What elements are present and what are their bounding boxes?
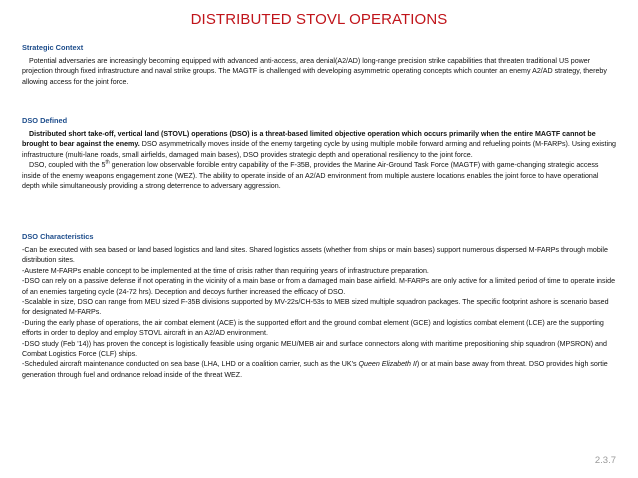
dso-definition-bold: Distributed short take-off, vertical land (STOVL) operations (DSO) is a threat-based limited objective operation which occurs primarily when the entire MAGTF cannot be brought to bear against the enemy.	[22, 130, 596, 149]
characteristic-item: -DSO study (Feb '14)) has proven the concept is logistically feasible using organic MEU/MEB air and surface connectors along with maritime prepositioning ship squadron (MPSRON) and Combat Logistics Force (CLF) ships.	[22, 339, 607, 359]
characteristic-item: -Scalable in size, DSO can range from MEU sized F-35B divisions supported by MV-22s/CH-53s to MEB sized multiple squadron packages. The specific footprint ashore is scenario based for designated M-FARPs.	[22, 298, 609, 317]
dso-p2-part-b: generation low observable forcible entry capability of the F-35B, provides the Marine Air-Ground Task Force (MAGTF) with game-changing strategic access inside of the enemy weapons engagement zone (WEZ). The ability to operate inside of an A2/AD environment from multiple austere locations enables the joint force to have operational depth while simultaneously providing a strong deterrence to adversary aggression.	[22, 161, 599, 191]
dso-defined-paragraph-1	[22, 129, 618, 160]
dso-defined-heading: DSO Defined	[22, 116, 68, 125]
characteristic-item: -Can be executed with sea based or land based logistics and land sites. Shared logistics assets (whether from ships or main bases) support numerous dispersed M-FARPs through mobile distribution sites.	[22, 246, 608, 265]
strategic-context-heading: Strategic Context	[22, 43, 84, 52]
dso-characteristics-heading: DSO Characteristics	[22, 232, 94, 241]
ordinal-superscript: th	[105, 159, 110, 166]
last-item-part-a: -Scheduled aircraft maintenance conducted on sea base (LHA, LHD or a coalition carrier, such as the UK's	[22, 360, 359, 369]
ship-name-italic: Queen Elizabeth II	[358, 360, 417, 369]
characteristic-item: -During the early phase of operations, the air combat element (ACE) is the supported effort and the ground combat element (GCE) and logistics combat element (LCE) are the supporting efforts in order to deploy and employ STOVL aircraft in an A2/AD environment.	[22, 318, 604, 338]
characteristic-item-last	[22, 359, 618, 380]
dso-characteristics-section	[22, 232, 618, 380]
page-number: 2.3.7	[594, 455, 616, 466]
page-title: DISTRIBUTED STOVL OPERATIONS	[190, 11, 448, 28]
characteristic-item: -DSO can rely on a passive defense if not operating in the vicinity of a main base or from a damaged main base airfield. M-FARPs are only active for a limited period of time to operate inside of an enemies targeting cycle (24-72 hrs). Deception and decoys further increased the efficacy of DSO.	[22, 277, 616, 296]
dso-definition-rest: DSO asymmetrically moves inside of the enemy targeting cycle by using multiple mobile forward arming and refueling points (M-FARPs). Using existing infrastructure (multi-lane roads, small airfields, damaged main bases), DSO provides strategic depth and operational resiliency to the joint force.	[22, 140, 616, 159]
last-item-part-b: ) or at main base away from threat. DSO provides high sortie generation through fuel and ordnance reload inside of the threat WEZ.	[22, 360, 608, 379]
dso-p2-part-a: DSO, coupled with the 5	[29, 161, 106, 170]
characteristic-item: -Austere M-FARPs enable concept to be implemented at the time of crisis rather than requiring years of infrastructure preparation.	[22, 266, 429, 275]
strategic-context-section	[22, 43, 618, 87]
strategic-context-body: Potential adversaries are increasingly becoming equipped with advanced anti-access, area denial(A2/AD) long-range precision strike capabilities that threaten traditional US power projection through fixed infrastructure and naval strike groups. The MAGTF is challenged with developing asymmetric operating concepts which counter an enemy A2/AD strategy, thereby allowing access for the joint force.	[22, 57, 607, 86]
dso-defined-paragraph-2	[22, 160, 618, 191]
dso-defined-section	[22, 116, 618, 191]
